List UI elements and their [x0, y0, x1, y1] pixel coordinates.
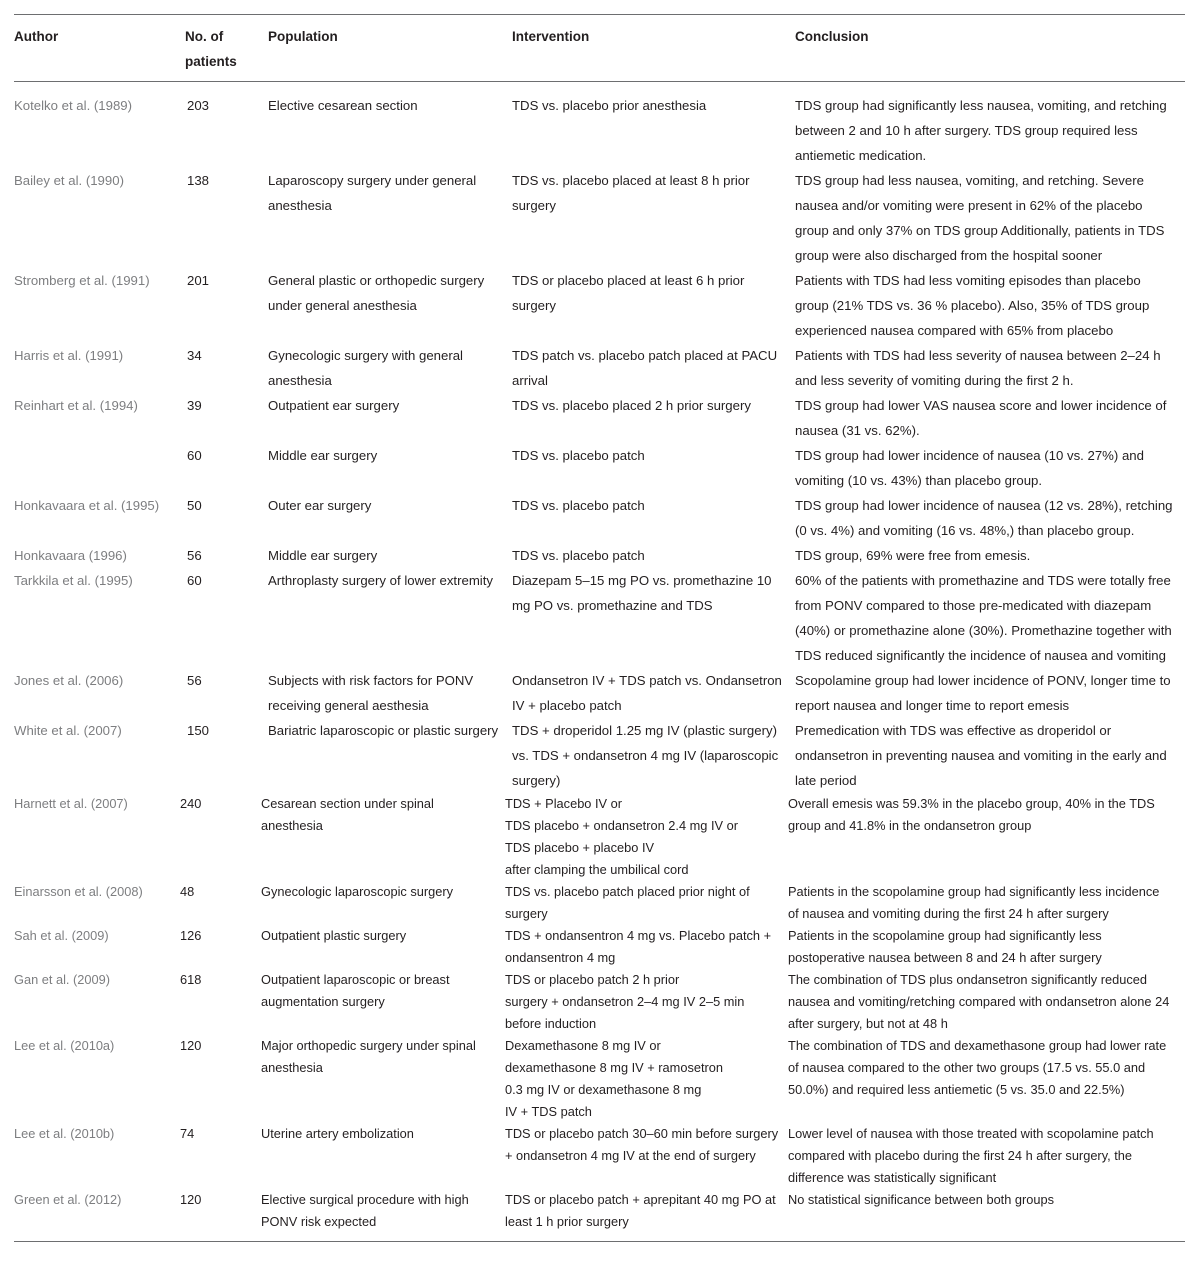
table-row: [14, 493, 1185, 543]
cell-author: Einarsson et al. (2008): [14, 884, 143, 899]
cell-patients: 60: [187, 573, 202, 588]
cell-intervention: TDS vs. placebo patch placed prior night of surgery: [505, 884, 750, 921]
intervention-line: TDS placebo + placebo IV: [505, 840, 655, 855]
cell-conclusion: The combination of TDS plus ondansetron significantly reduced nausea and vomiting/retching compared with ondansetron alone 24 after surgery, but not at 48 h: [788, 972, 1170, 1031]
header-intervention: Intervention: [512, 29, 590, 44]
table-row: [14, 568, 1185, 668]
cell-intervention: TDS vs. placebo patch: [512, 548, 645, 563]
table-row: [14, 881, 1185, 925]
cell-conclusion: TDS group had significantly less nausea, vomiting, and retching between 2 and 10 h after surgery. TDS group required less antiemetic medication.: [795, 98, 1167, 163]
cell-intervention: TDS or placebo patch + aprepitant 40 mg PO at least 1 h prior surgery: [505, 1192, 776, 1229]
header-row: [14, 15, 1185, 82]
cell-intervention: Diazepam 5–15 mg PO vs. promethazine 10 mg PO vs. promethazine and TDS: [512, 573, 772, 613]
table-row: [14, 1123, 1185, 1189]
table-row: [14, 82, 1185, 169]
intervention-line: dexamethasone 8 mg IV + ramosetron: [505, 1060, 724, 1075]
cell-conclusion: The combination of TDS and dexamethasone group had lower rate of nausea compared to the other two groups (17.5 vs. 55.0 and 50.0%) and required less antiemetic (5 vs. 35.0 and 22.5%): [788, 1038, 1167, 1097]
header-patients: No. of patients: [185, 29, 237, 69]
table-row: [14, 268, 1185, 343]
cell-intervention: [505, 793, 788, 881]
cell-author: Jones et al. (2006): [14, 673, 124, 688]
intervention-line: TDS + Placebo IV or: [505, 796, 623, 811]
cell-conclusion: No statistical significance between both groups: [788, 1192, 1055, 1207]
cell-population: Outpatient plastic surgery: [261, 928, 407, 943]
cell-author: Harnett et al. (2007): [14, 796, 128, 811]
cell-patients: 138: [187, 173, 210, 188]
cell-conclusion: Patients with TDS had less vomiting episodes than placebo group (21% TDS vs. 36 % placebo). Also, 35% of TDS group experienced nausea compared with 65% from placebo: [795, 273, 1150, 338]
cell-author: Green et al. (2012): [14, 1192, 122, 1207]
table-row: [14, 543, 1185, 568]
cell-population: Cesarean section under spinal anesthesia: [261, 796, 434, 833]
cell-patients: 74: [180, 1126, 195, 1141]
intervention-line: after clamping the umbilical cord: [505, 862, 689, 877]
table-row: [14, 925, 1185, 969]
cell-population: Outer ear surgery: [268, 498, 372, 513]
cell-population: Middle ear surgery: [268, 548, 378, 563]
table-header: [14, 15, 1185, 82]
cell-author: Honkavaara et al. (1995): [14, 498, 160, 513]
cell-conclusion: Scopolamine group had lower incidence of PONV, longer time to report nausea and longer time to report emesis: [795, 673, 1171, 713]
header-conclusion: Conclusion: [795, 29, 869, 44]
intervention-line: TDS or placebo patch 2 h prior: [505, 972, 680, 987]
cell-population: Subjects with risk factors for PONV receiving general aesthesia: [268, 673, 474, 713]
table-row: [14, 443, 1185, 493]
table-row: [14, 793, 1185, 881]
cell-patients: 126: [180, 928, 202, 943]
cell-author: Harris et al. (1991): [14, 348, 124, 363]
cell-author: Honkavaara (1996): [14, 548, 127, 563]
table-row: [14, 1035, 1185, 1123]
cell-population: General plastic or orthopedic surgery under general anesthesia: [268, 273, 485, 313]
cell-conclusion: Lower level of nausea with those treated with scopolamine patch compared with placebo during the first 24 h after surgery, the difference was statistically significant: [788, 1126, 1154, 1185]
table-row: [14, 393, 1185, 443]
cell-patients: 60: [187, 448, 202, 463]
cell-population: Bariatric laparoscopic or plastic surgery: [268, 723, 499, 738]
cell-conclusion: Patients with TDS had less severity of nausea between 2–24 h and less severity of vomiting during the first 2 h.: [795, 348, 1161, 388]
cell-patients: 201: [187, 273, 210, 288]
cell-population: Middle ear surgery: [268, 448, 378, 463]
cell-conclusion: Premedication with TDS was effective as droperidol or ondansetron in preventing nausea and vomiting in the early and late period: [795, 723, 1167, 788]
cell-population: Outpatient laparoscopic or breast augmentation surgery: [261, 972, 450, 1009]
cell-patients: 56: [187, 673, 202, 688]
cell-conclusion: 60% of the patients with promethazine and TDS were totally free from PONV compared to those pre-medicated with diazepam (40%) or promethazine alone (30%). Promethazine together with TDS reduced significantly the incidence of nausea and vomiting: [795, 573, 1172, 663]
cell-population: Major orthopedic surgery under spinal anesthesia: [261, 1038, 476, 1075]
intervention-line: Dexamethasone 8 mg IV or: [505, 1038, 661, 1053]
table-row: [14, 718, 1185, 793]
cell-author: Bailey et al. (1990): [14, 173, 124, 188]
cell-intervention: TDS or placebo placed at least 6 h prior surgery: [512, 273, 745, 313]
cell-conclusion: TDS group had less nausea, vomiting, and retching. Severe nausea and/or vomiting were present in 62% of the placebo group and only 37% on TDS group Additionally, patients in TDS group were also discharged from the hospital sooner: [795, 173, 1165, 263]
cell-conclusion: TDS group had lower incidence of nausea (12 vs. 28%), retching (0 vs. 4%) and vomiting (16 vs. 48%,) than placebo group.: [795, 498, 1173, 538]
cell-patients: 203: [187, 98, 210, 113]
cell-population: Elective surgical procedure with high PONV risk expected: [261, 1192, 469, 1229]
cell-intervention: TDS vs. placebo placed 2 h prior surgery: [512, 398, 751, 413]
cell-author: Gan et al. (2009): [14, 972, 111, 987]
cell-intervention: TDS or placebo patch 30–60 min before surgery + ondansetron 4 mg IV at the end of surgery: [505, 1126, 779, 1163]
cell-conclusion: TDS group had lower incidence of nausea (10 vs. 27%) and vomiting (10 vs. 43%) than placebo group.: [795, 448, 1144, 488]
cell-population: Gynecologic surgery with general anesthesia: [268, 348, 463, 388]
studies-table: [14, 14, 1185, 1242]
cell-population: Gynecologic laparoscopic surgery: [261, 884, 454, 899]
cell-patients: 120: [180, 1192, 202, 1207]
table-row: [14, 343, 1185, 393]
cell-conclusion: TDS group, 69% were free from emesis.: [795, 548, 1031, 563]
cell-patients: 39: [187, 398, 202, 413]
cell-intervention: Ondansetron IV + TDS patch vs. Ondansetron IV + placebo patch: [512, 673, 782, 713]
cell-conclusion: Overall emesis was 59.3% in the placebo group, 40% in the TDS group and 41.8% in the ondansetron group: [788, 796, 1155, 833]
cell-intervention: [505, 1035, 788, 1123]
cell-author: White et al. (2007): [14, 723, 122, 738]
intervention-line: surgery + ondansetron 2–4 mg IV 2–5 min: [505, 994, 745, 1009]
intervention-line: IV + TDS patch: [505, 1104, 592, 1119]
cell-intervention: TDS vs. placebo placed at least 8 h prior surgery: [512, 173, 750, 213]
cell-author: Lee et al. (2010b): [14, 1126, 115, 1141]
cell-patients: 120: [180, 1038, 202, 1053]
header-author: Author: [14, 29, 59, 44]
table-row: [14, 668, 1185, 718]
intervention-line: before induction: [505, 1016, 597, 1031]
cell-patients: 56: [187, 548, 202, 563]
cell-patients: 48: [180, 884, 195, 899]
cell-author: Reinhart et al. (1994): [14, 398, 138, 413]
cell-author: Tarkkila et al. (1995): [14, 573, 133, 588]
cell-patients: 150: [187, 723, 210, 738]
cell-author: Lee et al. (2010a): [14, 1038, 115, 1053]
cell-intervention: TDS + droperidol 1.25 mg IV (plastic surgery) vs. TDS + ondansetron 4 mg IV (laparoscopic surgery): [512, 723, 779, 788]
cell-intervention: [505, 969, 788, 1035]
intervention-line: TDS placebo + ondansetron 2.4 mg IV or: [505, 818, 738, 833]
cell-intervention: TDS vs. placebo patch: [512, 498, 645, 513]
table-body: [14, 82, 1185, 1242]
cell-patients: 240: [180, 796, 202, 811]
cell-population: Outpatient ear surgery: [268, 398, 400, 413]
cell-intervention: TDS + ondansentron 4 mg vs. Placebo patch + ondansentron 4 mg: [505, 928, 772, 965]
intervention-line: 0.3 mg IV or dexamethasone 8 mg: [505, 1082, 702, 1097]
cell-intervention: TDS vs. placebo prior anesthesia: [512, 98, 707, 113]
cell-patients: 618: [180, 972, 202, 987]
table-row: [14, 168, 1185, 268]
table-row: [14, 969, 1185, 1035]
cell-patients: 34: [187, 348, 202, 363]
cell-intervention: TDS patch vs. placebo patch placed at PACU arrival: [512, 348, 778, 388]
header-population: Population: [268, 29, 338, 44]
cell-author: Stromberg et al. (1991): [14, 273, 150, 288]
cell-population: Uterine artery embolization: [261, 1126, 414, 1141]
cell-author: Kotelko et al. (1989): [14, 98, 133, 113]
cell-intervention: TDS vs. placebo patch: [512, 448, 645, 463]
cell-conclusion: Patients in the scopolamine group had significantly less postoperative nausea between 8 and 24 h after surgery: [788, 928, 1102, 965]
cell-conclusion: TDS group had lower VAS nausea score and lower incidence of nausea (31 vs. 62%).: [795, 398, 1167, 438]
table-row: [14, 1189, 1185, 1242]
cell-patients: 50: [187, 498, 202, 513]
cell-population: Laparoscopy surgery under general anesthesia: [268, 173, 477, 213]
cell-population: Elective cesarean section: [268, 98, 418, 113]
cell-author: Sah et al. (2009): [14, 928, 109, 943]
cell-population: Arthroplasty surgery of lower extremity: [268, 573, 493, 588]
cell-conclusion: Patients in the scopolamine group had significantly less incidence of nausea and vomiting during the first 24 h after surgery: [788, 884, 1160, 921]
cell-author: [14, 443, 185, 493]
